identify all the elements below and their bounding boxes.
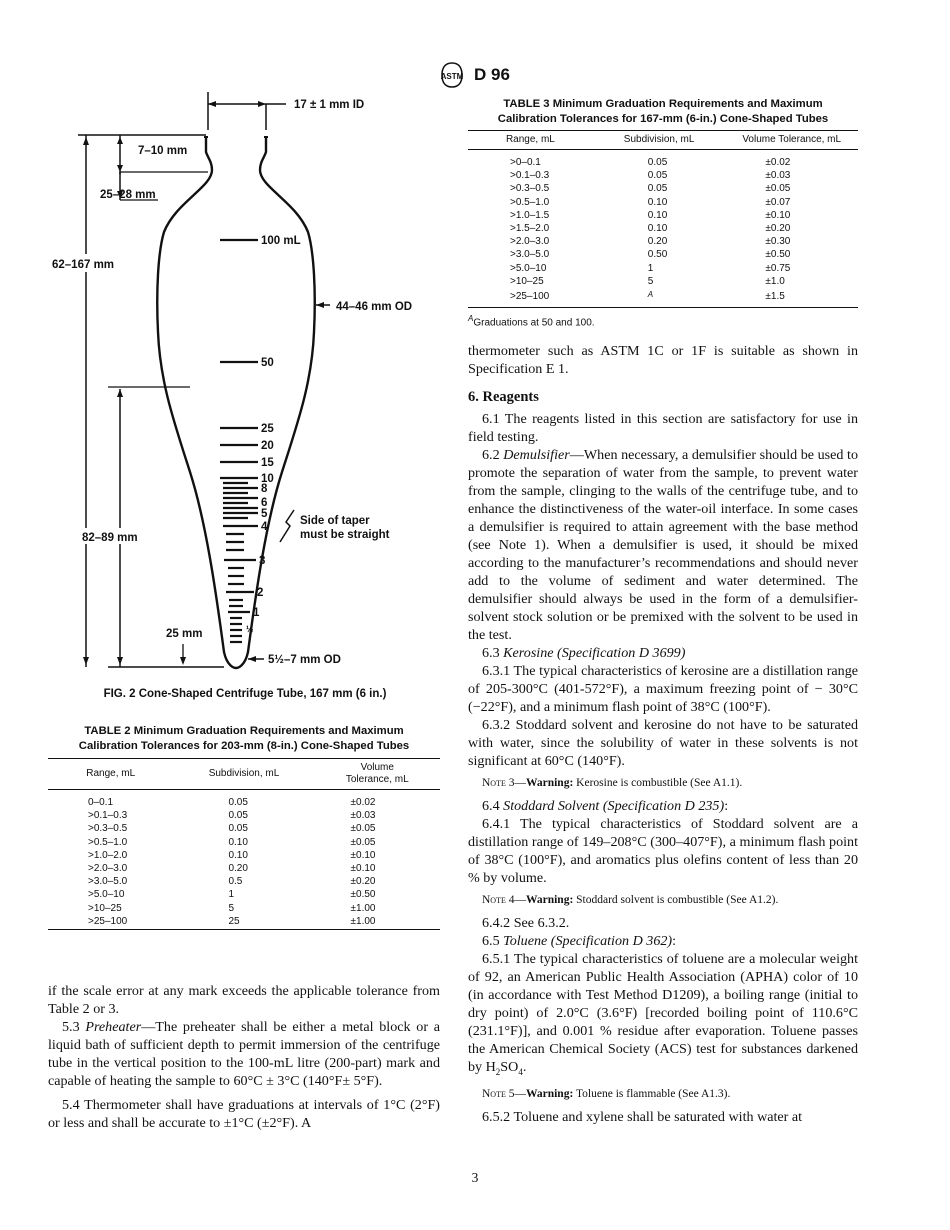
mark-4: 4: [261, 521, 268, 533]
table-3-grid: [468, 130, 858, 308]
section-heading-reagents: 6. Reagents: [468, 389, 539, 405]
table-row: >2.0–3.0 0.20 ±0.30: [510, 236, 791, 248]
mark-2: 2: [257, 587, 264, 599]
table-2-grid: [48, 758, 440, 930]
table-row: >25–100 25 ±1.00: [48, 915, 440, 930]
page-number: 3: [471, 1170, 479, 1185]
left-column-text: [48, 982, 440, 1132]
tip-od-label: 5½–7 mm OD: [268, 654, 341, 666]
mark-1: 1: [253, 607, 260, 619]
mark-6: 6: [261, 497, 268, 509]
table-row: >0–0.1 0.05 ±0.02: [510, 157, 791, 168]
mark-15: 15: [261, 457, 274, 469]
paragraph-6-5: 6.5 Toluene (Specification D 362):: [482, 933, 677, 949]
table-2-title-line2: Calibration Tolerances for 203-mm (8-in.) Cone-Shaped Tubes: [78, 740, 410, 752]
paragraph-6-4-2: 6.4.2 See 6.3.2.: [482, 915, 570, 931]
height-dimension-label: 62–167 mm: [52, 259, 115, 271]
table-3-header-subdivision: Subdivision, mL: [593, 131, 726, 150]
right-column-text: [468, 342, 858, 1126]
paragraph-5-4-continued: thermometer such as ASTM 1C or 1F is suitable as shown in Specification E 1.: [468, 343, 858, 377]
neck-dimension-label: 7–10 mm: [138, 145, 188, 157]
paragraph-6-3-2: 6.3.2 Stoddard solvent and kerosine do not have to be saturated with water, since the solubility of water in these solvents is not significant at 60°C (140°F).: [468, 717, 858, 769]
table-row: >25–100 $^A$ ±1.5: [468, 288, 858, 307]
mark-3: 3: [259, 555, 266, 567]
table-row: 0–0.1 0.05 ±0.02: [88, 797, 376, 808]
mark-100ml: 100 mL: [261, 235, 301, 247]
centrifuge-tube-figure: [48, 92, 448, 682]
mark-25: 25: [261, 423, 274, 435]
table-row: >0.3–0.5 0.05 ±0.05: [510, 183, 791, 195]
table-3-header-tolerance: Volume Tolerance, mL: [725, 131, 858, 150]
paragraph-6-4-1: 6.4.1 The typical characteristics of Stoddard solvent are a distillation range of 149–208°C (300–407°F), a minimum flash point of 38°C (100°F), and aromatics plus olefins content of less than 20 % by volume.: [468, 816, 858, 886]
table-row: >0.3–0.5 0.05 ±0.05: [88, 823, 376, 835]
mark-8: 8: [261, 483, 268, 495]
standard-code: D 96: [474, 65, 510, 84]
mark-5: 5: [261, 508, 268, 520]
od-dimension-label: 44–46 mm OD: [336, 301, 413, 313]
table-row: >2.0–3.0 0.20 ±0.10: [88, 863, 376, 875]
table-row: >0.5–1.0 0.10 ±0.05: [88, 836, 376, 848]
paragraph-6-4: 6.4 Stoddard Solvent (Specification D 235):: [482, 798, 729, 814]
mark-half: ½: [246, 624, 254, 634]
table-2-title-line1: TABLE 2 Minimum Graduation Requirements and Maximum: [84, 725, 404, 737]
paragraph-6-5-2: 6.5.2 Toluene and xylene shall be saturated with water at: [482, 1108, 803, 1125]
paragraph-5-2-end: if the scale error at any mark exceeds the applicable tolerance from Table 2 or 3.: [48, 983, 440, 1017]
table-row: >1.0–1.5 0.10 ±0.10: [510, 209, 791, 221]
table-2: [48, 724, 440, 930]
table-2-header-range: Range, mL: [48, 759, 173, 790]
paragraph-5-3: 5.3 Preheater—The preheater shall be either a metal block or a liquid bath of sufficient depth to permit immersion of the centrifuge tube in the vertical position to the 100-mL litre (200-part) mark and capable of heating the sample to 60°C ± 3°C (140°F± 5°F).: [48, 1019, 440, 1089]
paragraph-6-3-1: 6.3.1 The typical characteristics of kerosine are a distillation range of 205-300°C (401-572°F), a maximum freezing point of − 30°C (−22°F), and a minimum flash point of 38°C (100°F).: [468, 663, 858, 715]
table-row: >0.1–0.3 0.05 ±0.03: [88, 810, 376, 822]
table-row: >1.5–2.0 0.10 ±0.20: [510, 223, 791, 235]
figure-caption: FIG. 2 Cone-Shaped Centrifuge Tube, 167 mm (6 in.): [103, 688, 387, 700]
tip-dimension-label: 25 mm: [166, 628, 203, 640]
table-row: >5.0–10 1 ±0.50: [88, 889, 376, 901]
table-3-header-range: Range, mL: [468, 131, 593, 150]
taper-note-line1: Side of taper: [300, 515, 370, 527]
paragraph-6-3: 6.3 Kerosine (Specification D 3699): [482, 645, 686, 661]
taper-note-line2: must be straight: [300, 529, 390, 541]
astm-logo: [440, 62, 464, 88]
note-5: Note 5—Warning: Toluene is flammable (See A1.3).: [482, 1087, 731, 1100]
table-3-footnote: $^A$Graduations at 50 and 100.: [468, 313, 595, 328]
id-dimension-label: 17 ± 1 mm ID: [294, 99, 365, 111]
svg-text:ASTM: ASTM: [440, 72, 464, 81]
table-row: >3.0–5.0 0.50 ±0.50: [510, 249, 791, 261]
table-row: >3.0–5.0 0.5 ±0.20: [88, 876, 376, 888]
table-row: >10–25 5 ±1.0: [510, 275, 785, 287]
table-row: >0.1–0.3 0.05 ±0.03: [510, 170, 791, 182]
table-row: >0.5–1.0 0.10 ±0.07: [510, 196, 791, 208]
table-3-title-line1: TABLE 3 Minimum Graduation Requirements and Maximum: [503, 98, 823, 110]
tube-outline: [157, 137, 315, 668]
paragraph-6-5-1: 6.5.1 The typical characteristics of toluene are a molecular weight of 92, an American Public Health Association (APHA) color of 10 (in accordance with Test Method D1209), a boiling range (initial to dry point) of 2.0°C (3.6°F) [recorded boiling point of 110.6°C (231.1°F)], and 0.001 % residue after evaporation. Toluene passes the American Chemical Society (ACS) test for substances darkened by $H_2SO_4$.: [468, 951, 858, 1077]
paragraph-5-4: 5.4 Thermometer shall have graduations at intervals of 1°C (2°F) or less and shall be accurate to ±1°C (±2°F). A: [48, 1097, 440, 1131]
table-3-title-line2: Calibration Tolerances for 167-mm (6-in.) Cone-Shaped Tubes: [497, 113, 829, 125]
mark-10: 10: [261, 473, 274, 485]
taper-dimension-label: 82–89 mm: [82, 532, 138, 544]
table-row: >10–25 5 ±1.00: [88, 902, 376, 914]
paragraph-6-1: 6.1 The reagents listed in this section are satisfactory for use in field testing.: [468, 411, 858, 445]
table-2-header-subdivision: Subdivision, mL: [173, 759, 314, 790]
page-header: [0, 62, 950, 88]
table-row: >1.0–2.0 0.10 ±0.10: [88, 849, 376, 861]
table-row: >5.0–10 1 ±0.75: [510, 262, 791, 274]
note-3: Note 3—Warning: Kerosine is combustible (See A1.1).: [482, 777, 743, 789]
mark-20: 20: [261, 440, 274, 452]
paragraph-6-2: 6.2 Demulsifier—When necessary, a demulsifier should be used to promote the separation of water from the sample, to prevent water from the sample, clinging to the walls of the centrifuge tube, and to enhance the distinctiveness of the water-oil interface. In some cases a demulsifier is required to attain agreement with the base method (see Note 1). When a demulsifier is used, it should be mixed according to the manufacturer’s recommendations and should never add to the volume of sediment and water determined. The demulsifier should always be used in the form of a demulsifier-solvent stock solution or be premixed with the solvent to be used in the test.: [468, 447, 858, 643]
mark-50: 50: [261, 357, 274, 369]
note-4: Note 4—Warning: Stoddard solvent is combustible (See A1.2).: [482, 894, 779, 906]
table-2-header-tolerance: Volume Tolerance, mL: [315, 759, 440, 790]
table-3: [468, 97, 858, 328]
shoulder-dimension-label: 25–28 mm: [100, 189, 156, 201]
